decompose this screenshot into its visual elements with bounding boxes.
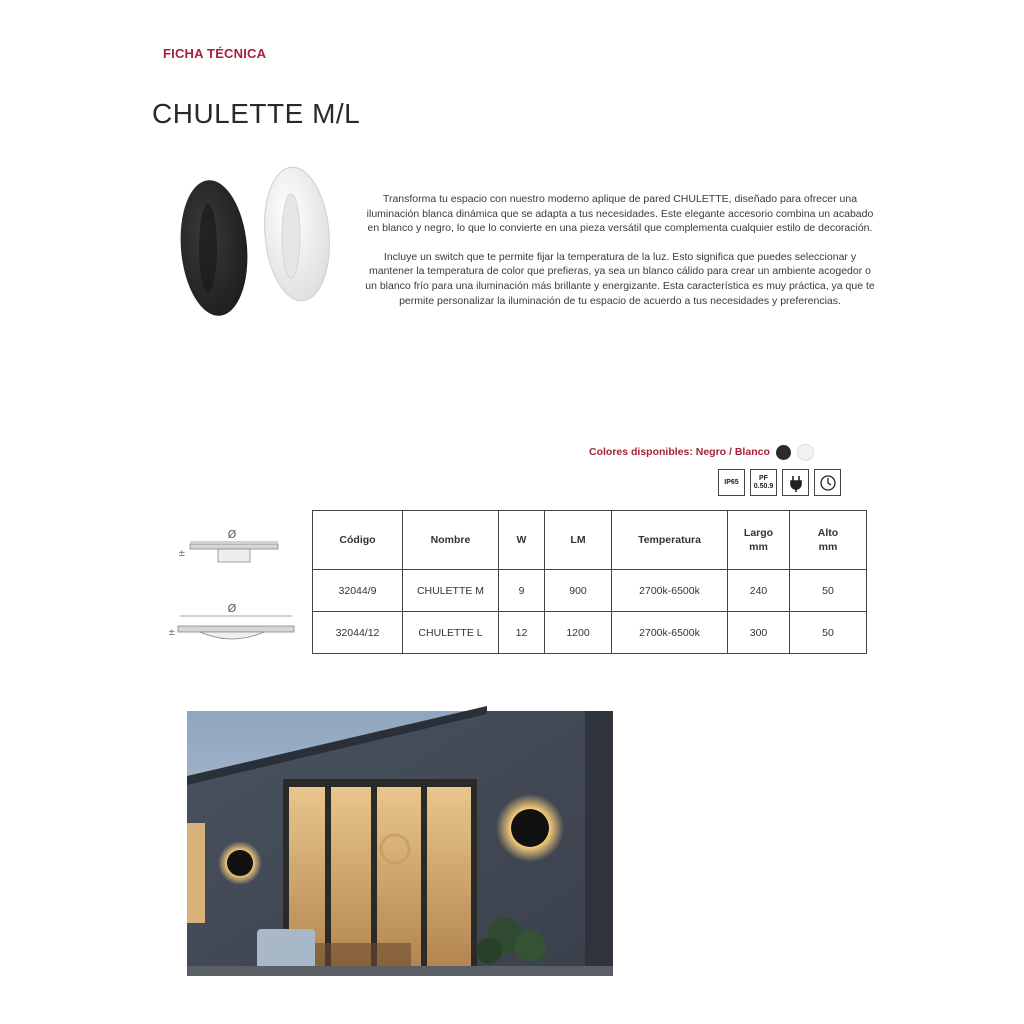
certification-icons xyxy=(718,469,841,496)
cell-name: CHULETTE M xyxy=(403,570,499,612)
cell-length: 240 xyxy=(728,570,790,612)
ip65-icon xyxy=(718,469,745,496)
description-paragraph-1: Transforma tu espacio con nuestro moderno aplique de pared CHULETTE, diseñado para ofrecer una iluminación blanca dinámica que se adapta a tus necesidades. Este elegante accesorio combina un acabado en blanco y negro, lo que lo convierte en una pieza versátil que complementa cualquier estilo de decoración. xyxy=(366,193,874,235)
header-height-label: Alto mm xyxy=(817,527,839,553)
header-height xyxy=(790,511,867,570)
diagram-model-l xyxy=(168,602,294,639)
diagram-model-m xyxy=(178,528,278,562)
cell-code: 32044/12 xyxy=(313,612,403,654)
description-paragraph-2: Incluye un switch que te permite fijar la temperatura de la luz. Esto significa que puedes seleccionar y mantener la temperatura de color que prefieras, ya sea un blanco cálido para crear un ambiente acogedor o un blanco frío para una iluminación más brillante y energizante. Esta característica es muy práctica, ya que te permite personalizar la iluminación de tu espacio de acuerdo a tus necesidades y preferencias. xyxy=(365,250,875,307)
height-symbol-l: ± xyxy=(168,628,176,638)
cell-height: 50 xyxy=(790,570,867,612)
height-symbol-m: ± xyxy=(178,549,186,559)
header-length xyxy=(728,511,790,570)
white-swatch xyxy=(797,444,814,461)
cell-watts: 9 xyxy=(499,570,545,612)
cell-lumens: 900 xyxy=(545,570,612,612)
cell-name: CHULETTE L xyxy=(403,612,499,654)
dimension-diagrams xyxy=(170,520,300,650)
cell-length: 300 xyxy=(728,612,790,654)
header-temperature: Temperatura xyxy=(612,511,728,570)
product-images xyxy=(170,160,350,330)
cell-code: 32044/9 xyxy=(313,570,403,612)
table-header-row xyxy=(313,511,867,570)
table-row xyxy=(313,570,867,612)
table-row xyxy=(313,612,867,654)
diameter-symbol-m: Ø xyxy=(227,528,237,541)
ip65-label: IP65 xyxy=(724,478,739,486)
colors-label: Colores disponibles: Negro / Blanco xyxy=(589,446,770,458)
cell-temperature: 2700k-6500k xyxy=(612,570,728,612)
product-description xyxy=(362,192,878,322)
header-length-label: Largo mm xyxy=(743,527,774,553)
black-lamp-image xyxy=(175,177,253,318)
cell-lumens: 1200 xyxy=(545,612,612,654)
header-lumens: LM xyxy=(545,511,612,570)
power-factor-label: PF 0.50.9 xyxy=(753,474,774,490)
cell-temperature: 2700k-6500k xyxy=(612,612,728,654)
black-swatch xyxy=(776,445,791,460)
cell-height: 50 xyxy=(790,612,867,654)
header-name: Nombre xyxy=(403,511,499,570)
cell-watts: 12 xyxy=(499,612,545,654)
power-factor-icon xyxy=(750,469,777,496)
kicker-label: FICHA TÉCNICA xyxy=(163,46,267,61)
available-colors xyxy=(589,444,814,460)
plug-icon xyxy=(782,469,809,496)
house-facade-photo xyxy=(187,711,613,976)
spec-table xyxy=(312,510,867,654)
page-title: CHULETTE M/L xyxy=(152,98,361,129)
white-lamp-image xyxy=(259,164,334,303)
header-watts: W xyxy=(499,511,545,570)
lifetime-clock-icon xyxy=(814,469,841,496)
diameter-symbol-l: Ø xyxy=(227,602,237,615)
header-code: Código xyxy=(313,511,403,570)
